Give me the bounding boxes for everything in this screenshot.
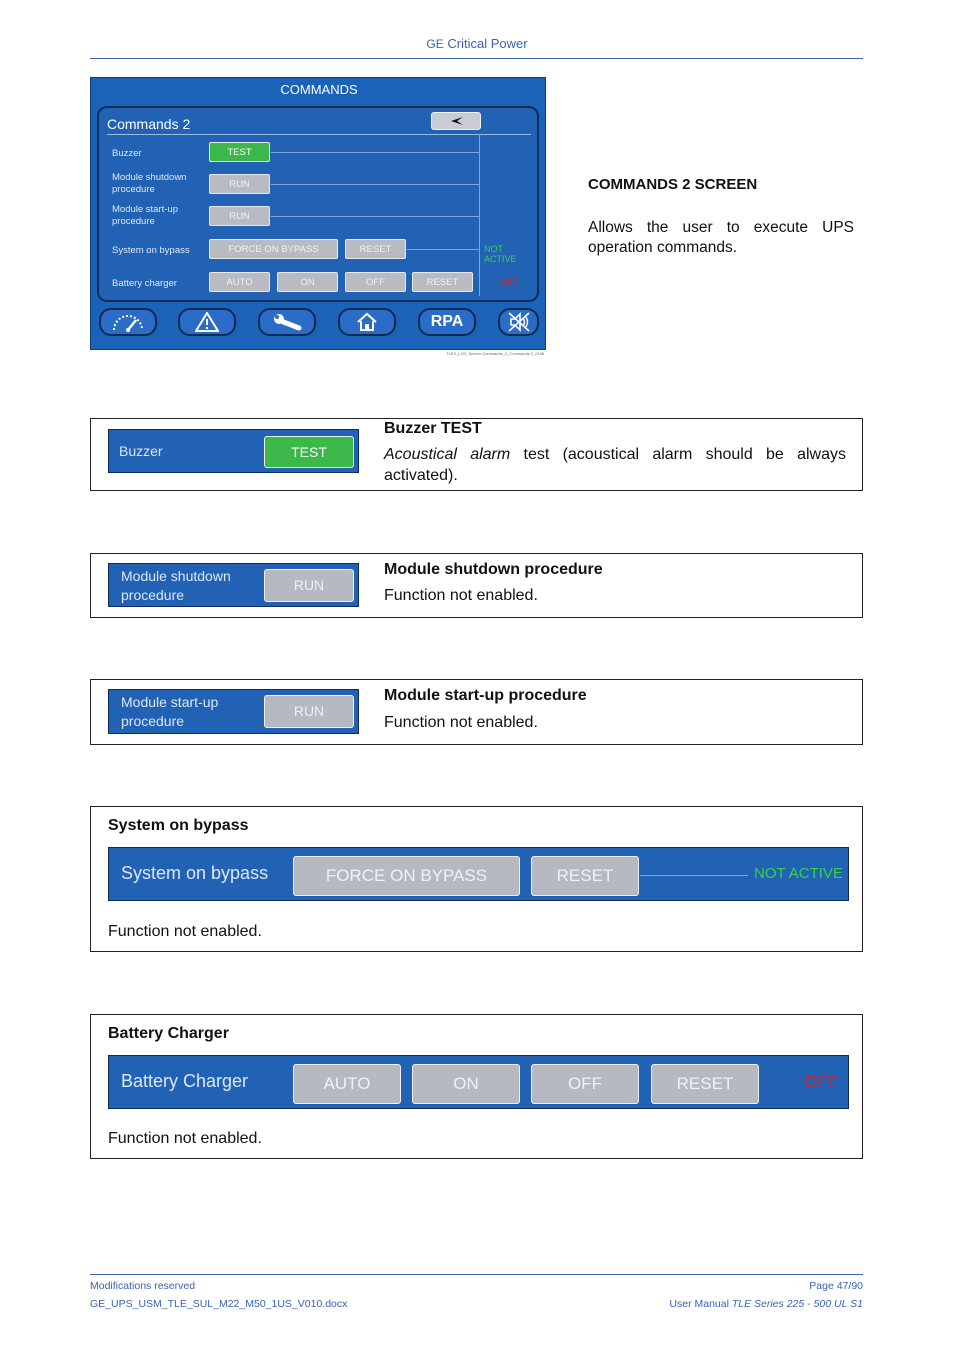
buzzer-description-em: Acoustical alarm xyxy=(384,446,511,463)
charger-label: Battery charger xyxy=(112,278,177,289)
footer-rule xyxy=(90,1274,863,1275)
charger-off-button-large[interactable]: OFF xyxy=(531,1064,639,1104)
startup-widget-label-line2: procedure xyxy=(121,713,185,729)
bypass-reset-button[interactable]: RESET xyxy=(345,239,406,259)
buzzer-description xyxy=(384,444,846,486)
buzzer-widget-label: Buzzer xyxy=(119,443,163,459)
shutdown-run-button-large[interactable]: RUN xyxy=(264,569,354,602)
footer-manual-label: User Manual xyxy=(669,1298,732,1310)
bypass-label: System on bypass xyxy=(112,245,190,256)
mute-button[interactable] xyxy=(498,308,539,336)
buzzer-description-rest: test (acoustical alarm should be always activated). xyxy=(384,446,847,484)
shutdown-box xyxy=(90,553,863,618)
home-button[interactable] xyxy=(338,308,396,336)
row-line xyxy=(407,249,479,250)
screen-title: COMMANDS xyxy=(280,82,358,97)
header-rule xyxy=(90,58,863,59)
buzzer-box xyxy=(90,418,863,491)
bypass-description: Function not enabled. xyxy=(108,923,262,940)
section-description: Allows the user to execute UPS operation commands. xyxy=(588,219,854,256)
alarms-button[interactable] xyxy=(178,308,236,336)
charger-status: OFF xyxy=(500,277,518,287)
bypass-reset-button-large[interactable]: RESET xyxy=(531,856,639,896)
status-divider xyxy=(479,134,480,296)
bypass-box xyxy=(90,806,863,952)
gauge-icon xyxy=(110,312,146,332)
back-arrow-icon xyxy=(448,115,464,127)
shutdown-widget-label xyxy=(121,567,231,605)
service-button[interactable] xyxy=(258,308,316,336)
brand-text: GE xyxy=(426,37,444,51)
bottom-toolbar xyxy=(91,308,547,344)
startup-widget-label xyxy=(121,693,218,731)
footer-left-2: GE_UPS_USM_TLE_SUL_M22_M50_1US_V010.docx xyxy=(90,1298,348,1310)
charger-off-button[interactable]: OFF xyxy=(345,272,406,292)
charger-on-button-large[interactable]: ON xyxy=(412,1064,520,1104)
buzzer-label: Buzzer xyxy=(112,148,142,159)
wrench-icon xyxy=(272,312,302,332)
buzzer-test-button[interactable]: TEST xyxy=(209,142,270,162)
charger-box xyxy=(90,1014,863,1159)
force-on-bypass-button[interactable]: FORCE ON BYPASS xyxy=(209,239,338,259)
header-title: Critical Power xyxy=(447,36,528,51)
charger-status-large: OFF xyxy=(804,1072,838,1091)
buzzer-widget xyxy=(108,429,359,473)
charger-on-button[interactable]: ON xyxy=(277,272,338,292)
commands-screen xyxy=(90,77,546,350)
bypass-title: System on bypass xyxy=(108,817,249,834)
bypass-widget xyxy=(108,847,849,901)
startup-description: Function not enabled. xyxy=(384,714,538,731)
buzzer-test-button-large[interactable]: TEST xyxy=(264,436,354,468)
force-on-bypass-button-large[interactable]: FORCE ON BYPASS xyxy=(293,856,520,896)
buzzer-title: Buzzer TEST xyxy=(384,420,482,437)
startup-label-line1: Module start-up xyxy=(112,204,179,215)
shutdown-run-button[interactable]: RUN xyxy=(209,174,270,194)
startup-label-line2: procedure xyxy=(112,216,155,227)
startup-widget-label-line1: Module start-up xyxy=(121,694,219,710)
row-line xyxy=(271,216,479,217)
row-line xyxy=(640,875,748,876)
mute-icon xyxy=(507,311,531,333)
shutdown-title: Module shutdown procedure xyxy=(384,561,603,578)
footer-manual-title xyxy=(669,1298,863,1310)
startup-run-button[interactable]: RUN xyxy=(209,206,270,226)
startup-title: Module start-up procedure xyxy=(384,687,587,704)
footer-manual-series: TLE Series 225 - 500 UL S1 xyxy=(731,1298,863,1310)
startup-label xyxy=(112,204,178,228)
screen-caption: TLES_LCD_Screen Commands_2_Commands 2_0108 xyxy=(446,351,545,356)
shutdown-widget-label-line1: Module shutdown xyxy=(121,568,231,584)
warning-icon xyxy=(195,312,219,332)
bypass-status: NOT ACTIVE xyxy=(484,244,517,264)
charger-description: Function not enabled. xyxy=(108,1130,262,1147)
rpa-button[interactable]: RPA xyxy=(418,308,476,336)
charger-widget xyxy=(108,1055,849,1109)
shutdown-description: Function not enabled. xyxy=(384,587,538,604)
charger-widget-label: Battery Charger xyxy=(121,1071,249,1091)
shutdown-label xyxy=(112,172,186,196)
footer-left-1: Modifications reserved xyxy=(90,1280,196,1292)
shutdown-label-line1: Module shutdown xyxy=(112,172,187,183)
row-line xyxy=(271,152,479,153)
shutdown-label-line2: procedure xyxy=(112,184,155,195)
home-icon xyxy=(356,312,378,332)
back-button[interactable] xyxy=(431,112,481,130)
charger-reset-button[interactable]: RESET xyxy=(412,272,473,292)
footer-page-number: Page 47/90 xyxy=(809,1280,863,1292)
charger-reset-button-large[interactable]: RESET xyxy=(651,1064,759,1104)
page-header xyxy=(0,36,954,51)
startup-box xyxy=(90,679,863,745)
row-line xyxy=(271,184,479,185)
panel-rule xyxy=(107,134,531,135)
bypass-widget-label: System on bypass xyxy=(121,863,269,883)
shutdown-widget-label-line2: procedure xyxy=(121,587,185,603)
panel-title: Commands 2 xyxy=(107,116,191,132)
shutdown-widget xyxy=(108,563,359,607)
charger-auto-button[interactable]: AUTO xyxy=(209,272,270,292)
section-heading: COMMANDS 2 SCREEN xyxy=(588,176,758,193)
charger-title: Battery Charger xyxy=(108,1025,229,1042)
bypass-status-large: NOT ACTIVE xyxy=(754,865,843,882)
measurements-button[interactable] xyxy=(99,308,157,336)
commands-panel xyxy=(97,106,539,302)
charger-auto-button-large[interactable]: AUTO xyxy=(293,1064,401,1104)
startup-widget xyxy=(108,689,359,734)
startup-run-button-large[interactable]: RUN xyxy=(264,695,354,728)
